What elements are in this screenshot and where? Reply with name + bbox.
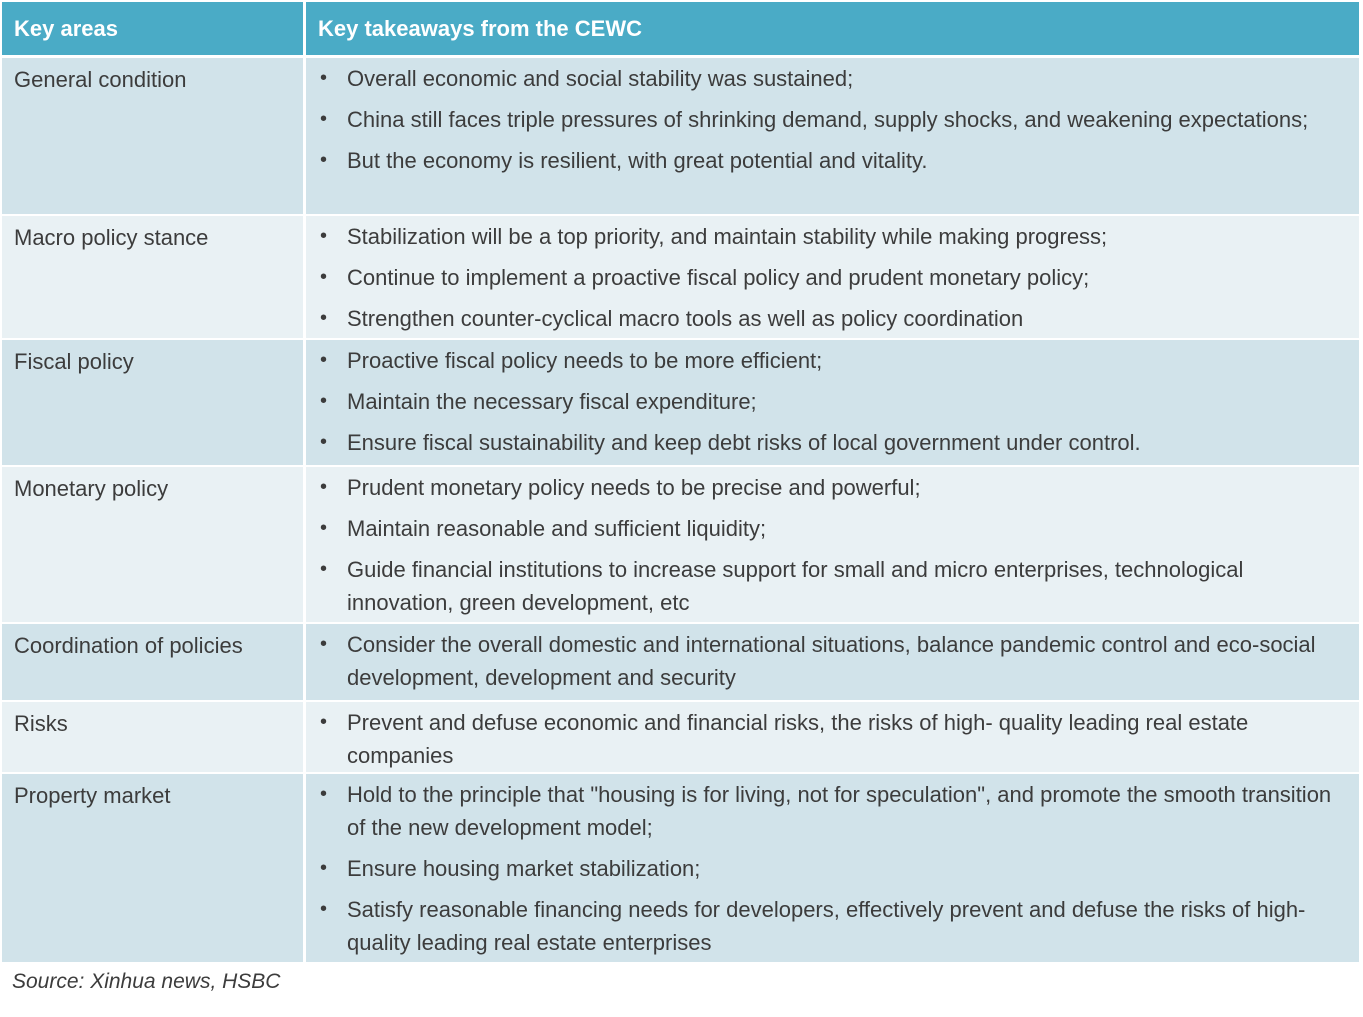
row-area-label: General condition <box>14 67 187 92</box>
row-takeaways <box>303 774 1359 962</box>
table-row <box>2 774 1359 964</box>
bullet-item: • Hold to the principle that "housing is for living, not for speculation", and promote the smooth transition of the new development model; <box>318 778 1347 844</box>
bullet-item: • Consider the overall domestic and international situations, balance pandemic control and eco-social development, development and security <box>318 628 1347 694</box>
bullet-item: • Maintain the necessary fiscal expenditure; <box>318 385 1347 418</box>
table-row <box>2 216 1359 340</box>
bullet-list <box>318 471 1347 619</box>
bullet-item: • Maintain reasonable and sufficient liquidity; <box>318 512 1347 545</box>
row-takeaways <box>303 58 1359 214</box>
bullet-item: • China still faces triple pressures of shrinking demand, supply shocks, and weakening expectations; <box>318 103 1347 136</box>
source-note: Source: Xinhua news, HSBC <box>12 970 281 993</box>
table-row <box>2 340 1359 467</box>
table-row <box>2 58 1359 216</box>
row-takeaways <box>303 467 1359 622</box>
table-row <box>2 702 1359 774</box>
bullet-item: • Stabilization will be a top priority, and maintain stability while making progress; <box>318 220 1347 253</box>
row-takeaways <box>303 624 1359 700</box>
row-takeaways <box>303 216 1359 338</box>
row-area-label: Fiscal policy <box>14 349 134 374</box>
header-key-takeaways: Key takeaways from the CEWC <box>303 2 1359 55</box>
row-takeaways <box>303 702 1359 772</box>
row-area-label: Risks <box>14 711 68 736</box>
row-area-label: Coordination of policies <box>14 633 243 658</box>
bullet-list <box>318 220 1347 335</box>
row-area-label: Macro policy stance <box>14 225 209 250</box>
cewc-takeaways-table <box>2 2 1359 964</box>
bullet-item: • Strengthen counter-cyclical macro tools as well as policy coordination <box>318 302 1347 335</box>
table-row <box>2 624 1359 702</box>
bullet-item: • Guide financial institutions to increase support for small and micro enterprises, technological innovation, green development, etc <box>318 553 1347 619</box>
bullet-list <box>318 628 1347 694</box>
bullet-list <box>318 344 1347 459</box>
bullet-item: • Proactive fiscal policy needs to be more efficient; <box>318 344 1347 377</box>
table-header <box>2 2 1359 58</box>
bullet-list <box>318 62 1347 177</box>
row-area-label: Property market <box>14 783 171 808</box>
bullet-item: • Continue to implement a proactive fiscal policy and prudent monetary policy; <box>318 261 1347 294</box>
bullet-item: • Ensure fiscal sustainability and keep debt risks of local government under control. <box>318 426 1347 459</box>
bullet-list <box>318 706 1347 772</box>
row-takeaways <box>303 340 1359 465</box>
table-row <box>2 467 1359 624</box>
bullet-item: • But the economy is resilient, with great potential and vitality. <box>318 144 1347 177</box>
bullet-item: • Overall economic and social stability was sustained; <box>318 62 1347 95</box>
bullet-item: • Prudent monetary policy needs to be precise and powerful; <box>318 471 1347 504</box>
header-key-areas: Key areas <box>14 16 118 41</box>
bullet-item: • Prevent and defuse economic and financial risks, the risks of high- quality leading real estate companies <box>318 706 1347 772</box>
row-area-label: Monetary policy <box>14 476 169 501</box>
bullet-item: • Satisfy reasonable financing needs for developers, effectively prevent and defuse the risks of high-quality leading real estate enterprises <box>318 893 1347 959</box>
bullet-list <box>318 778 1347 959</box>
bullet-item: • Ensure housing market stabilization; <box>318 852 1347 885</box>
